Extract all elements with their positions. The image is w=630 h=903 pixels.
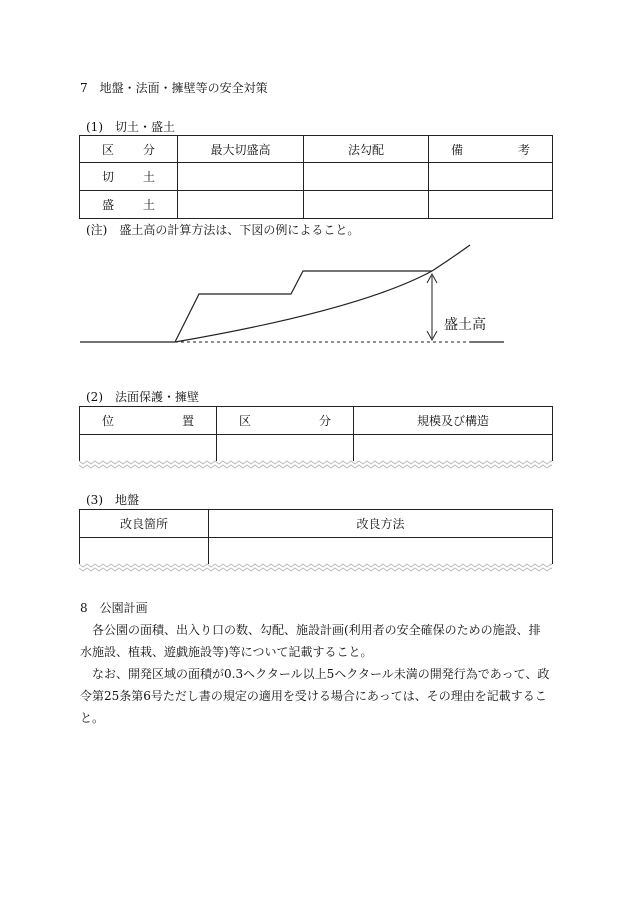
table-header-row (80, 510, 553, 538)
section-8-paragraph-2: なお、開発区域の面積が0.3ヘクタール以上5ヘクタール未満の開発行為であって、政令第25条第6号ただし書の規定の適用を受ける場合にあっては、その理由を記載すること。 (80, 667, 550, 725)
table-row (80, 538, 553, 564)
section-8-paragraph-1: 各公園の面積、出入り口の数、勾配、施設計画(利用者の安全確保のための施設、排水施設、植栽、遊戯施設等)等について記載すること。 (80, 623, 541, 659)
ground-improvement-table (79, 509, 553, 564)
header-slope: 法勾配 (304, 136, 429, 163)
slope-curve-upper (432, 245, 470, 271)
table-break-wave (79, 458, 552, 470)
table-header-row (80, 407, 553, 435)
original-ground-curve (175, 271, 432, 342)
fill-height-label: 盛土高 (444, 317, 486, 333)
header-position: 位 置 (80, 407, 217, 435)
header-max-height: 最大切盛高 (178, 136, 304, 163)
header-scale-structure: 規模及び構造 (354, 407, 553, 435)
cell-empty[interactable] (80, 538, 209, 564)
note-text: (注) 盛土高の計算方法は、下図の例によること。 (86, 223, 360, 237)
header-kubun: 区 分 (80, 136, 178, 163)
section-7-heading: 7 地盤・法面・擁壁等の安全対策 (80, 81, 268, 95)
fill-profile (175, 271, 432, 342)
subsection-1-label: (1) 切土・盛土 (86, 120, 175, 134)
row-label-fill: 盛 土 (80, 191, 178, 219)
subsection-3-label: (3) 地盤 (86, 493, 139, 507)
header-biko: 備 考 (429, 136, 553, 163)
header-method: 改良方法 (209, 510, 553, 538)
header-location: 改良箇所 (80, 510, 209, 538)
row-label-cut: 切 土 (80, 163, 178, 191)
subsection-2-label: (2) 法面保護・擁壁 (86, 390, 199, 404)
header-kubun: 区 分 (217, 407, 354, 435)
section-8-heading: 8 公園計画 (80, 601, 148, 615)
table-row (80, 435, 553, 461)
cell-empty[interactable] (209, 538, 553, 564)
table-break-wave (79, 561, 552, 573)
cell-empty[interactable] (80, 435, 217, 461)
slope-protection-table (79, 406, 553, 461)
cell-empty[interactable] (354, 435, 553, 461)
cell-empty[interactable] (217, 435, 354, 461)
